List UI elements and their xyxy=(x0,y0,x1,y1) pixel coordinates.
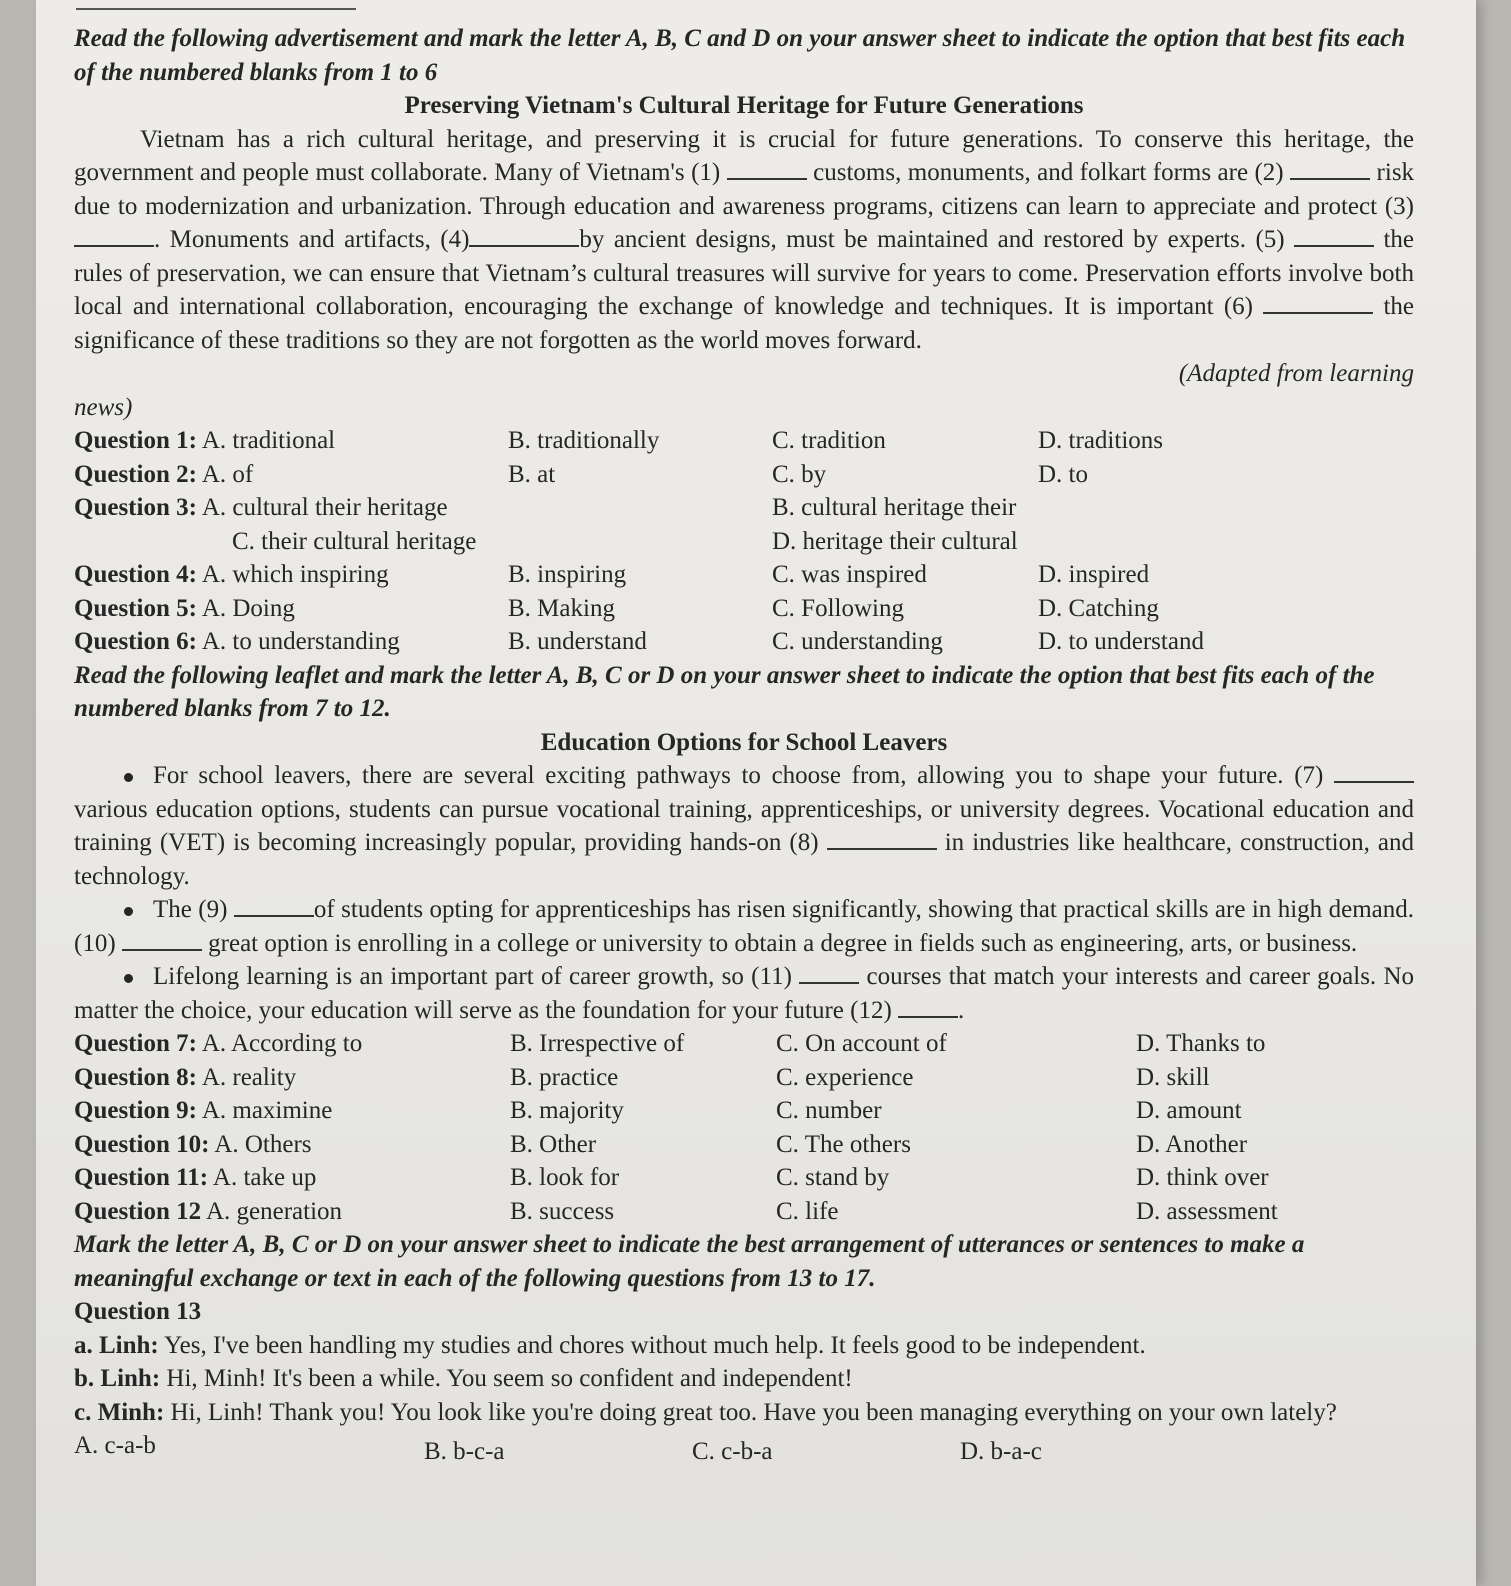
section1-passage xyxy=(74,123,1414,358)
section3-instruction: Mark the letter A, B, C or D on your answer sheet to indicate the best arrangement of utterances or sentences to make a meaningful exchange or text in each of the following questions from 13 to 17. xyxy=(74,1231,1305,1292)
question-12 xyxy=(74,1195,1414,1229)
passage-part-7: the significance of these traditions so they are not forgotten as the world moves forward. xyxy=(74,293,1414,354)
option-a: A. to understanding xyxy=(201,628,400,655)
question-label: Question 4: xyxy=(74,561,197,588)
option-d: D. Another xyxy=(1136,1130,1248,1158)
option-a: A. reality xyxy=(201,1063,297,1091)
bullet-icon xyxy=(124,907,133,916)
question-5 xyxy=(74,592,1414,626)
section1-title: Preserving Vietnam's Cultural Heritage for Future Generations xyxy=(404,92,1084,119)
blank-2 xyxy=(1290,158,1370,180)
question-3-row-2 xyxy=(74,525,1414,559)
option-b: B. success xyxy=(510,1197,615,1225)
option-a: A. take up xyxy=(212,1164,317,1191)
passage-source-tail: news) xyxy=(74,393,133,421)
leaflet-bullet-1 xyxy=(74,759,1414,893)
question-label: Question 10: xyxy=(74,1130,210,1158)
option-d: D. skill xyxy=(1136,1063,1210,1091)
question-2 xyxy=(74,458,1414,492)
option-d: D. Thanks to xyxy=(1136,1030,1266,1057)
bullet-3-part-2: courses that match your interests and career goals. No matter the choice, your education will serve as the foundation for your future (12) xyxy=(74,963,1415,1024)
bullet-1-part-2: various education options, students can pursue vocational training, apprenticeships, or university degrees. Vocational education and training (VET) is becoming increasingly popular, providing hands-on (8) xyxy=(74,795,1414,856)
speaker-label: c. Minh: xyxy=(74,1398,165,1426)
leaflet-bullet-2 xyxy=(74,893,1414,960)
bullet-2-part-1: The (9) xyxy=(153,896,228,923)
option-d: D. amount xyxy=(1136,1097,1242,1124)
option-c: C. stand by xyxy=(776,1164,890,1191)
option-a: A. According to xyxy=(201,1030,363,1057)
passage-part-1: Vietnam has a rich cultural heritage, and preserving it is crucial for future generations. To conserve this heritage, the government and people must collaborate. Many of Vietnam's (1) xyxy=(74,125,1414,186)
blank-9 xyxy=(234,895,314,917)
option-c: C. tradition xyxy=(772,427,886,454)
passage-part-3: risk due to modernization and urbanization. Through education and awareness programs, citizens can learn to appreciate and protect (3) xyxy=(74,159,1415,220)
option-b: B. practice xyxy=(510,1063,619,1091)
top-rule xyxy=(76,8,356,10)
passage-part-5: by ancient designs, must be maintained and restored by experts. (5) xyxy=(579,226,1285,253)
question-4 xyxy=(74,558,1414,592)
option-a: A. of xyxy=(201,460,254,488)
option-a: A. cultural their heritage xyxy=(201,494,448,521)
option-b: B. cultural heritage their xyxy=(772,494,1017,521)
option-b: B. Making xyxy=(508,594,615,622)
question-label: Question 6: xyxy=(74,628,197,655)
question-3 xyxy=(74,491,1414,525)
option-d: D. inspired xyxy=(1038,561,1150,588)
option-b: B. traditionally xyxy=(508,427,660,454)
option-a: A. traditional xyxy=(201,427,336,454)
question-6 xyxy=(74,625,1414,659)
option-d: D. to understand xyxy=(1038,628,1204,655)
exam-paper xyxy=(36,0,1476,1586)
blank-3 xyxy=(74,225,154,247)
utterance-text: Hi, Minh! It's been a while. You seem so confident and independent! xyxy=(166,1365,853,1392)
question-label: Question 11: xyxy=(74,1164,209,1191)
option-b: B. inspiring xyxy=(508,561,627,588)
utterance-text: Yes, I've been handling my studies and chores without much help. It feels good to be independent. xyxy=(164,1331,1146,1359)
option-d: D. traditions xyxy=(1038,427,1163,454)
option-a: A. generation xyxy=(205,1197,343,1225)
question-label: Question 1: xyxy=(74,427,197,454)
option-c: C. On account of xyxy=(776,1030,947,1057)
passage-part-4: . Monuments and artifacts, (4) xyxy=(154,226,470,253)
option-c: C. number xyxy=(776,1097,882,1124)
blank-7 xyxy=(1334,761,1414,783)
blank-8 xyxy=(827,828,937,850)
bullet-3-part-3: . xyxy=(958,996,965,1024)
question-label: Question 3: xyxy=(74,494,197,521)
content xyxy=(74,22,1414,1463)
question-9 xyxy=(74,1094,1414,1128)
option-b: B. Other xyxy=(510,1130,597,1158)
question-8 xyxy=(74,1061,1414,1095)
option-a: A. Doing xyxy=(201,594,295,622)
bullet-3-part-1: Lifelong learning is an important part of career growth, so (11) xyxy=(153,963,792,990)
question-label: Question 7: xyxy=(74,1030,197,1057)
option-b: B. understand xyxy=(508,628,647,655)
option-a: A. which inspiring xyxy=(201,561,389,588)
blank-5 xyxy=(1294,225,1374,247)
option-c: C. c-b-a xyxy=(692,1438,773,1465)
bullet-icon xyxy=(124,773,133,782)
option-a: A. Others xyxy=(214,1130,312,1158)
dialogue-line-a xyxy=(74,1329,1414,1363)
option-b: B. Irrespective of xyxy=(510,1030,685,1057)
section2-title: Education Options for School Leavers xyxy=(540,728,948,756)
option-c: C. by xyxy=(772,460,827,488)
blank-10 xyxy=(122,929,202,951)
leaflet-bullet-3 xyxy=(74,960,1414,1027)
blank-6 xyxy=(1263,292,1373,314)
passage-part-2: customs, monuments, and folkart forms are (2) xyxy=(813,159,1284,186)
passage-source: (Adapted from learning xyxy=(1178,360,1414,387)
option-b: B. look for xyxy=(510,1164,620,1191)
option-d: D. think over xyxy=(1136,1164,1269,1191)
passage-part-6: the rules of preservation, we can ensure that Vietnam’s cultural treasures will survive for years to come. Preservation efforts involve both local and international collaboration, encouraging the exchange of knowledge and techniques. It is important (6) xyxy=(74,226,1415,320)
question-label: Question 9: xyxy=(74,1097,197,1124)
blank-11 xyxy=(799,962,859,984)
option-c: C. understanding xyxy=(772,628,943,655)
blank-12 xyxy=(898,996,958,1018)
dialogue-line-c xyxy=(74,1396,1414,1430)
option-d: D. Catching xyxy=(1038,594,1159,622)
option-a: A. maximine xyxy=(201,1097,333,1124)
question-13-options xyxy=(74,1429,1414,1463)
bullet-1-part-3: in industries like healthcare, construction, and technology. xyxy=(74,829,1415,890)
utterance-text: Hi, Linh! Thank you! You look like you're doing great too. Have you been managing everything on your own lately? xyxy=(170,1398,1337,1426)
speaker-label: b. Linh: xyxy=(74,1365,161,1392)
speaker-label: a. Linh: xyxy=(74,1331,159,1359)
option-b: B. b-c-a xyxy=(424,1438,505,1465)
option-c: C. The others xyxy=(776,1130,911,1158)
option-c: C. life xyxy=(776,1197,839,1225)
option-a: A. c-a-b xyxy=(74,1432,156,1459)
question-label: Question 12 xyxy=(74,1197,202,1225)
option-d: D. heritage their cultural xyxy=(772,527,1018,555)
blank-1 xyxy=(727,158,807,180)
bullet-icon xyxy=(124,974,133,983)
section1-instruction: Read the following advertisement and mark the letter A, B, C and D on your answer sheet to indicate the option that best fits each of the numbered blanks from 1 to 6 xyxy=(74,25,1406,86)
question-1 xyxy=(74,424,1414,458)
option-d: D. b-a-c xyxy=(960,1438,1042,1465)
option-c: C. experience xyxy=(776,1063,914,1091)
dialogue-line-b xyxy=(74,1362,1414,1396)
question-label: Question 8: xyxy=(74,1063,197,1091)
question-13-label: Question 13 xyxy=(74,1298,202,1325)
bullet-2-part-3: great option is enrolling in a college or university to obtain a degree in fields such as engineering, arts, or business. xyxy=(208,929,1358,957)
option-d: D. to xyxy=(1038,460,1088,488)
bullet-1-part-1: For school leavers, there are several exciting pathways to choose from, allowing you to shape your future. (7) xyxy=(153,762,1324,789)
question-7 xyxy=(74,1027,1414,1061)
section2-instruction: Read the following leaflet and mark the letter A, B, C or D on your answer sheet to indicate the option that best fits each of the numbered blanks from 7 to 12. xyxy=(74,661,1375,722)
question-label: Question 2: xyxy=(74,460,197,488)
question-10 xyxy=(74,1128,1414,1162)
option-c: C. Following xyxy=(772,594,904,622)
option-b: B. majority xyxy=(510,1097,624,1124)
blank-4 xyxy=(469,225,579,247)
question-11 xyxy=(74,1161,1414,1195)
option-c: C. was inspired xyxy=(772,561,927,588)
question-label: Question 5: xyxy=(74,594,197,622)
option-d: D. assessment xyxy=(1136,1197,1278,1225)
option-c: C. their cultural heritage xyxy=(232,527,477,555)
bullet-2-part-2: of students opting for apprenticeships has risen significantly, showing that practical skills are in high demand. (10) xyxy=(74,896,1415,957)
option-b: B. at xyxy=(508,460,556,488)
